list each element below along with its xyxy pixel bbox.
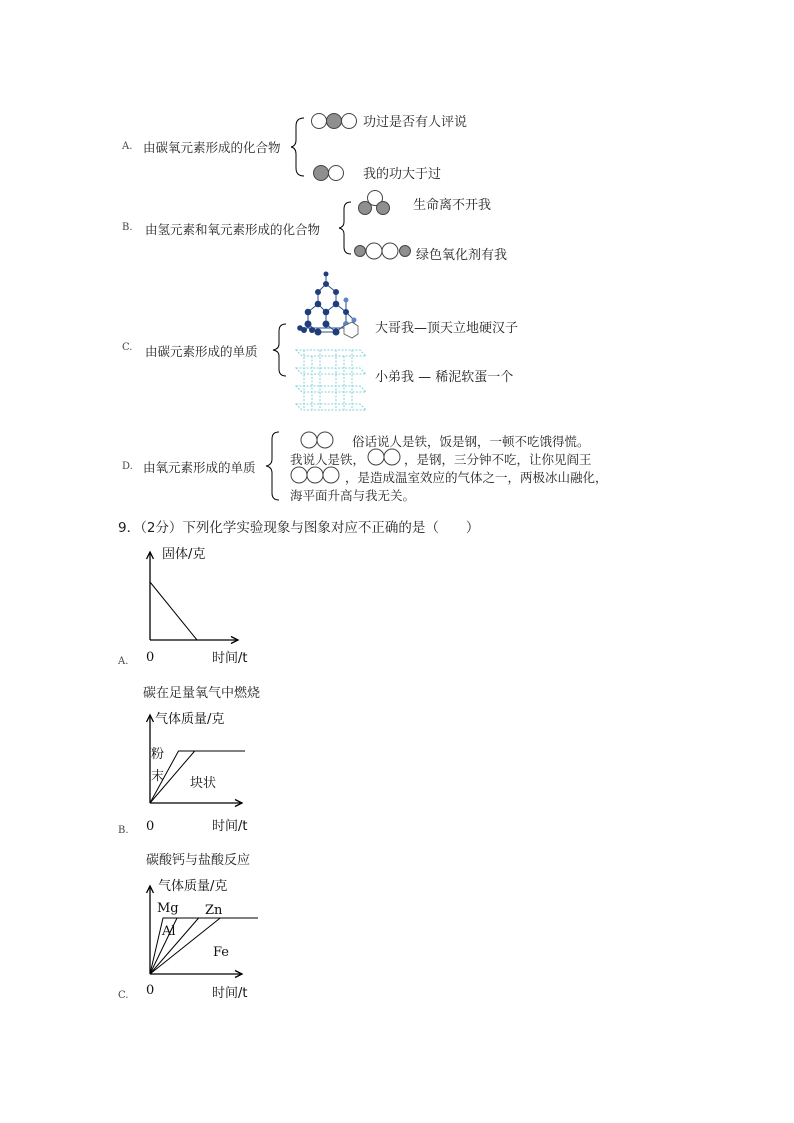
series-label-3: Fe: [213, 945, 230, 960]
co-molecule-icon: [312, 163, 350, 183]
chart-b-option-letter: B.: [118, 825, 129, 836]
option-b-line2: 绿色氧化剂有我: [416, 248, 508, 263]
option-c-line1: 大哥我—顶天立地硬汉子: [375, 321, 519, 336]
option-c-brace: [272, 322, 292, 378]
chart-b: [115, 705, 275, 835]
option-c-description: 由碳元素形成的单质: [145, 344, 258, 359]
option-b-letter: B.: [122, 222, 133, 233]
option-c-letter: C.: [122, 342, 133, 353]
y-axis-label: 气体质量/克: [155, 712, 225, 727]
oxygen-molecule-icon-2: [367, 447, 405, 467]
origin-label: 0: [146, 650, 155, 665]
chart-c-axes: [147, 886, 243, 978]
question-9-stem: 9．（2分）下列化学实验现象与图象对应不正确的是（ ）: [118, 520, 480, 536]
series-line-3: [150, 918, 220, 974]
series-label-0-char-1: 末: [151, 769, 165, 784]
chart-a-caption: 碳在足量氧气中燃烧: [143, 686, 261, 701]
option-a-line2: 我的功大于过: [363, 167, 442, 182]
option-d-line3: ，是造成温室效应的气体之一，两极冰山融化，: [345, 470, 608, 485]
option-c-line2: 小弟我 — 稀泥软蛋一个: [375, 370, 514, 385]
option-a-brace: [290, 116, 310, 178]
y-axis-label: 气体质量/克: [158, 879, 228, 894]
chart-c-option-letter: C.: [118, 990, 129, 1001]
x-axis-label: 时间/t: [212, 819, 248, 834]
chart-a-axes: [147, 552, 239, 644]
hydrogen-peroxide-molecule-icon: [352, 241, 414, 261]
option-a-letter: A.: [122, 141, 133, 152]
option-d-line2-start: 我说人是铁，: [290, 452, 366, 467]
co2-molecule-icon: [310, 111, 360, 131]
x-axis-label: 时间/t: [212, 651, 248, 666]
series-label-2: Zn: [205, 903, 223, 918]
series-label-1: 块状: [190, 776, 217, 791]
option-a-line1: 功过是否有人评说: [363, 115, 468, 130]
origin-label: 0: [146, 983, 155, 998]
origin-label: 0: [146, 819, 155, 834]
option-d-line1: 俗话说人是铁，饭是钢，一顿不吃饿得慌。: [352, 434, 590, 449]
chart-a: [115, 540, 275, 670]
option-d-description: 由氧元素形成的单质: [143, 460, 256, 475]
x-axis-label: 时间/t: [212, 986, 248, 1001]
option-b-description: 由氢元素和氧元素形成的化合物: [145, 222, 321, 237]
option-d-line2-end: ，是钢，三分钟不吃，让你见阎王: [404, 452, 592, 467]
option-a-description: 由碳氧元素形成的化合物: [143, 140, 281, 155]
water-molecule-icon: [355, 189, 395, 217]
option-b-line1: 生命离不开我: [413, 198, 492, 213]
chart-a-option-letter: A.: [118, 656, 129, 667]
chart-b-caption: 碳酸钙与盐酸反应: [146, 853, 251, 868]
ozone-molecule-icon: [290, 465, 346, 485]
option-d-brace: [265, 430, 283, 502]
option-d-letter: D.: [122, 461, 133, 472]
y-axis-label: 固体/克: [162, 547, 206, 562]
graphite-structure-icon: [290, 344, 370, 416]
series-label-0-char-0: 粉: [151, 747, 165, 762]
oxygen-molecule-icon: [300, 430, 338, 450]
series-label-1: Al: [162, 924, 176, 939]
option-d-line4: 海平面升高与我无关。: [290, 488, 416, 503]
chart-c: [115, 872, 275, 1002]
series-line-0: [150, 582, 197, 640]
series-label-0: Mg: [157, 901, 179, 916]
diamond-structure-icon: [296, 270, 364, 344]
